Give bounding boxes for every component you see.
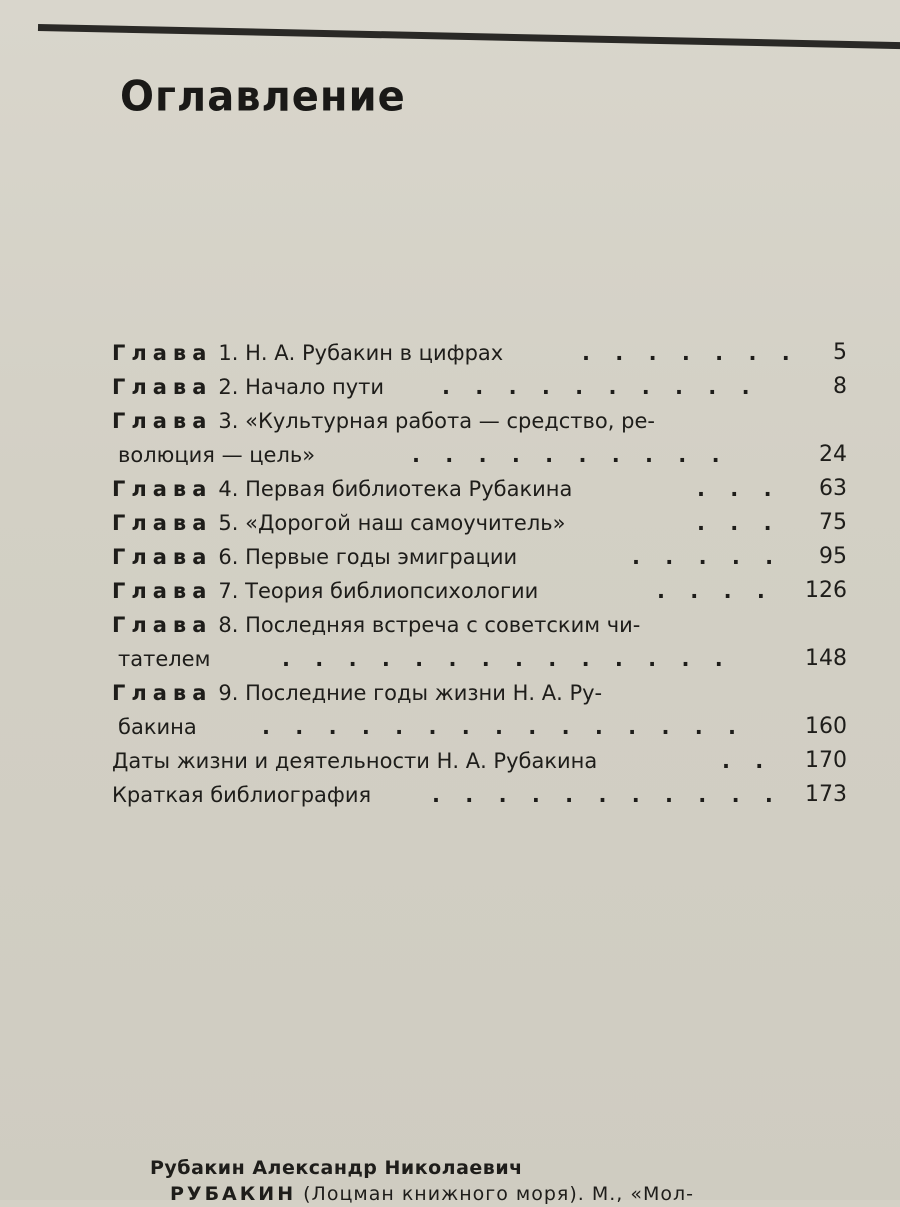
toc-leader-dots: . . . . — [657, 579, 774, 603]
toc-page-number: 160 — [805, 714, 847, 739]
toc-row — [112, 506, 847, 540]
toc-prefix: Глава — [112, 375, 213, 399]
toc-leader-dots: . . . . . — [632, 545, 783, 569]
toc-page-number: 8 — [833, 374, 847, 399]
toc-row — [112, 540, 847, 574]
toc-row — [112, 404, 847, 438]
toc-text: 7. Теория библиопсихологии — [218, 579, 539, 603]
toc-page-number: 126 — [805, 578, 847, 603]
toc-text: 9. Последние годы жизни Н. А. Ру- — [218, 681, 603, 705]
toc-row — [112, 438, 847, 472]
toc-page-number: 75 — [819, 510, 847, 535]
page-heading: Оглавление — [120, 72, 406, 122]
toc-text: Краткая библиография — [112, 783, 372, 807]
imprint-title-rest: (Лоцман книжного моря). М., «Мол- — [303, 1183, 694, 1205]
top-rule — [38, 24, 900, 49]
toc-page-number: 148 — [805, 646, 847, 671]
toc-text: 3. «Культурная работа — средство, ре- — [218, 409, 655, 433]
toc-prefix: Глава — [112, 477, 213, 501]
toc-page-number: 95 — [819, 544, 847, 569]
toc-text: бакина — [118, 715, 197, 739]
toc-text: 5. «Дорогой наш самоучитель» — [218, 511, 566, 535]
imprint — [150, 1155, 694, 1207]
toc-leader-dots: . . . . . . . — [582, 341, 799, 365]
toc-row — [112, 710, 847, 744]
toc-page-number: 5 — [833, 340, 847, 365]
toc-prefix: Глава — [112, 409, 213, 433]
toc-leader-dots: . . . . . . . . . . — [442, 375, 759, 399]
toc-leader-dots: . . . . . . . . . . . . . . . — [262, 715, 746, 739]
toc-text: 4. Первая библиотека Рубакина — [218, 477, 573, 501]
toc-prefix: Глава — [112, 341, 213, 365]
toc-text: 8. Последняя встреча с советским чи- — [218, 613, 641, 637]
toc-text: волюция — цель» — [118, 443, 316, 467]
toc-row — [112, 370, 847, 404]
toc-leader-dots: . . . . . . . . . . — [412, 443, 729, 467]
imprint-title-caps: РУБАКИН — [170, 1183, 297, 1205]
toc-leader-dots: . . . — [697, 477, 781, 501]
toc-page-number: 24 — [819, 442, 847, 467]
toc-page-number: 63 — [819, 476, 847, 501]
toc-leader-dots: . . — [722, 749, 773, 773]
toc-row — [112, 778, 847, 812]
toc-page-number: 173 — [805, 782, 847, 807]
toc-leader-dots: . . . — [697, 511, 781, 535]
toc-prefix: Глава — [112, 613, 213, 637]
toc-leader-dots: . . . . . . . . . . . — [432, 783, 782, 807]
toc-text: 1. Н. А. Рубакин в цифрах — [218, 341, 504, 365]
toc-page-number: 170 — [805, 748, 847, 773]
toc-row — [112, 676, 847, 710]
imprint-author: Рубакин Александр Николаевич — [150, 1157, 523, 1179]
imprint-title-line — [170, 1181, 694, 1207]
toc-text: тателем — [118, 647, 211, 671]
toc-row — [112, 744, 847, 778]
toc-prefix: Глава — [112, 681, 213, 705]
toc-row — [112, 642, 847, 676]
toc-row — [112, 574, 847, 608]
toc-text: Даты жизни и деятельности Н. А. Рубакина — [112, 749, 598, 773]
toc-prefix: Глава — [112, 545, 213, 569]
toc-row — [112, 608, 847, 642]
toc-text: 6. Первые годы эмиграции — [218, 545, 518, 569]
toc-leader-dots: . . . . . . . . . . . . . . — [282, 647, 732, 671]
toc-prefix: Глава — [112, 511, 213, 535]
toc-row — [112, 336, 847, 370]
toc-prefix: Глава — [112, 579, 213, 603]
toc-row — [112, 472, 847, 506]
table-of-contents — [112, 336, 847, 812]
toc-text: 2. Начало пути — [218, 375, 385, 399]
